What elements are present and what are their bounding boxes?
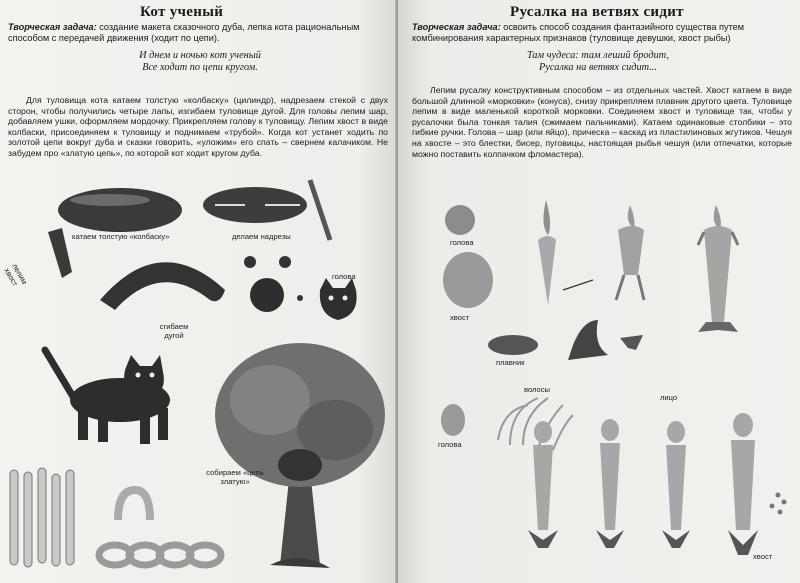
caption-head: голова bbox=[332, 272, 356, 281]
caption-tail: хвост bbox=[450, 313, 470, 322]
right-page bbox=[398, 0, 800, 583]
left-task-text: создание макета сказочного дуба, лепка кота рациональным способом с передачей движения (ходит по цепи). bbox=[8, 22, 360, 43]
cat-head bbox=[320, 278, 357, 320]
caption-head: голова bbox=[450, 238, 474, 247]
right-poem-line-1: Там чудеса: там леший бродит, bbox=[526, 50, 670, 61]
head-ball bbox=[445, 205, 475, 235]
bent-body bbox=[100, 262, 225, 310]
left-body-text: Для туловища кота катаем толстую «колбаску» (цилиндр), надрезаем стекой с двух сторон, чтобы получились четыре лапы, изгибаем туловище дугой. Для головы лепим шар, добавляем ушки, оформляем мордочку. Прикрепляем голову к туловищу. Лепим хвост в виде колбаски, присоединяем к туловищу и поднимаем «трубой». Когда кот устанет ходить по золотой цепи вокруг дуба и сказки говорить, «уложим» его спать – свернем калачиком. Не забудем про «златую цепь», по которой кот ходит кругом дуба. bbox=[8, 95, 388, 158]
cat-illustrations bbox=[0, 0, 398, 583]
caption-chain: собираем «цепь златую» bbox=[206, 468, 264, 486]
clay-chain bbox=[99, 545, 221, 565]
right-poem-line-2: Русалка на ветвях сидит... bbox=[539, 62, 657, 73]
left-page bbox=[0, 0, 398, 583]
right-task-text: освоить способ создания фантазийного существа путем комбинирования характерных признаков (туловище девушки, хвост рыбы) bbox=[412, 22, 745, 43]
cat-tail-piece bbox=[48, 228, 72, 278]
joined-mermaid bbox=[704, 226, 732, 322]
fin-piece bbox=[488, 335, 538, 355]
right-page-title: Русалка на ветвях сидит bbox=[510, 4, 684, 20]
mermaid-illustrations bbox=[398, 0, 800, 583]
caption-roll: катаем толстую «колбаску» bbox=[72, 232, 170, 241]
caption-bend: сгибаем дугой bbox=[159, 322, 189, 340]
right-task-label: Творческая задача: bbox=[412, 22, 501, 32]
oak-tree bbox=[215, 343, 385, 568]
stack-tool bbox=[310, 180, 330, 240]
caption-cut: делаем надрезы bbox=[232, 232, 291, 241]
mermaid-figures bbox=[528, 413, 758, 555]
caption-tail: лепим хвост bbox=[2, 262, 30, 288]
caption-fin: плавник bbox=[496, 358, 525, 367]
tail-lump bbox=[443, 252, 493, 308]
hair-strands bbox=[498, 398, 573, 450]
left-poem-line-1: И днем и ночью кот ученый bbox=[139, 50, 261, 61]
caption-head2: голова bbox=[438, 440, 462, 449]
left-page-title: Кот ученый bbox=[140, 4, 224, 20]
caption-face: лицо bbox=[660, 393, 678, 402]
caption-tail2: хвост bbox=[753, 552, 773, 561]
head-ball bbox=[250, 278, 284, 312]
carrot-tail bbox=[538, 236, 556, 305]
left-poem-line-2: Все ходит по цепи кругом. bbox=[142, 62, 258, 73]
caption-hair: волосы bbox=[524, 385, 550, 394]
left-task-label: Творческая задача: bbox=[8, 22, 97, 32]
right-body-text: Лепим русалку конструктивным способом – из отдельных частей. Хвост катаем в виде большой длинной «морковки» (конуса), снизу прикрепляем плавник другого цвета. Туловище лепим в виде маленькой короткой морковки. Соединяем хвост и туловище так, чтобы у русалочки была тонкая талия (сжимаем пальчиками). Катаем одинаковые столбики – это гибкие ручки. Голова – шар (или яйцо), прическа – каскад из пластилиновых жгутиков. Чешуя на хвосте – это блестки, бисер, пуговицы, настоящая рыбья чешуя (или отпечатки, которые можно поставить колпачком фломастера). bbox=[412, 85, 792, 159]
